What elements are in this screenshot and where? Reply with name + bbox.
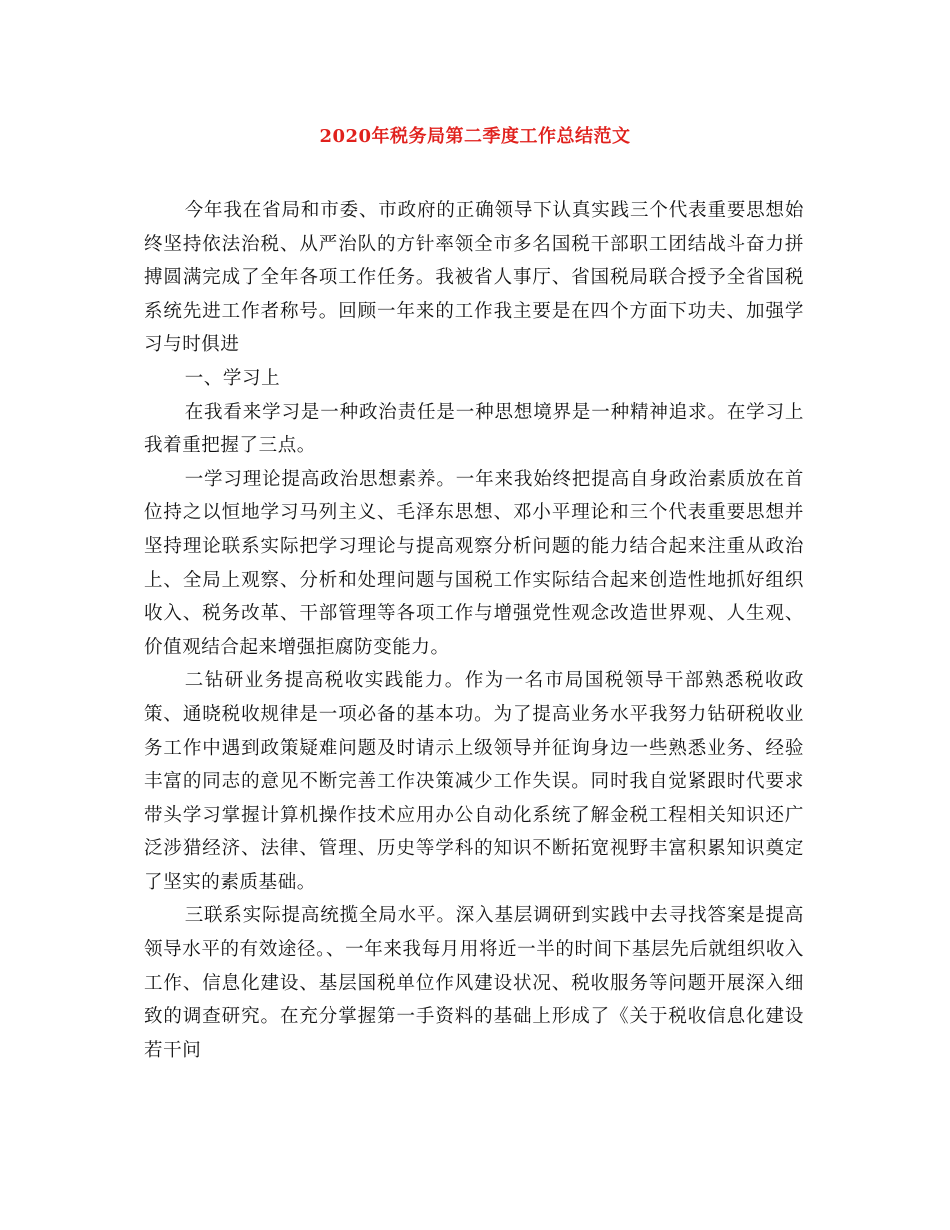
document-title: 2020年税务局第二季度工作总结范文: [319, 126, 631, 147]
paragraph-point-three: 三联系实际提高统揽全局水平。深入基层调研到实践中去寻找答案是提高领导水平的有效途径。、一年来我每月用将近一半的时间下基层先后就组织收入工作、信息化建设、基层国税单位作风建设状况、税收服务等问题开展深入细致的调查研究。在充分掌握第一手资料的基础上形成了《关于税收信息化建设若干问: [144, 905, 804, 1061]
paragraph-intro: 今年我在省局和市委、市政府的正确领导下认真实践三个代表重要思想始终坚持依法治税、从严治队的方针率领全市多名国税干部职工团结战斗奋力拼搏圆满完成了全年各项工作任务。我被省人事厅、省国税局联合授予全省国税系统先进工作者称号。回顾一年来的工作我主要是在四个方面下功夫、加强学习与时俱进: [144, 200, 804, 356]
paragraph-point-two: 二钻研业务提高税收实践能力。作为一名市局国税领导干部熟悉税收政策、通晓税收规律是一项必备的基本功。为了提高业务水平我努力钻研税收业务工作中遇到政策疑难问题及时请示上级领导并征询身边一些熟悉业务、经验丰富的同志的意见不断完善工作决策减少工作失误。同时我自觉紧跟时代要求带头学习掌握计算机操作技术应用办公自动化系统了解金税工程相关知识还广泛涉猎经济、法律、管理、历史等学科的知识不断拓宽视野丰富积累知识奠定了坚实的素质基础。: [144, 670, 804, 893]
paragraph-point-one: 一学习理论提高政治思想素养。一年来我始终把提高自身政治素质放在首位持之以恒地学习马列主义、毛泽东思想、邓小平理论和三个代表重要思想并坚持理论联系实际把学习理论与提高观察分析问题的能力结合起来注重从政治上、全局上观察、分析和处理问题与国税工作实际结合起来创造性地抓好组织收入、税务改革、干部管理等各项工作与增强党性观念改造世界观、人生观、价值观结合起来增强拒腐防变能力。: [144, 468, 804, 658]
paragraph-study-overview: 在我看来学习是一种政治责任是一种思想境界是一种精神追求。在学习上我着重把握了三点。: [144, 401, 804, 457]
section-heading-study: 一、学习上: [184, 367, 281, 389]
document-body: [144, 194, 804, 1067]
